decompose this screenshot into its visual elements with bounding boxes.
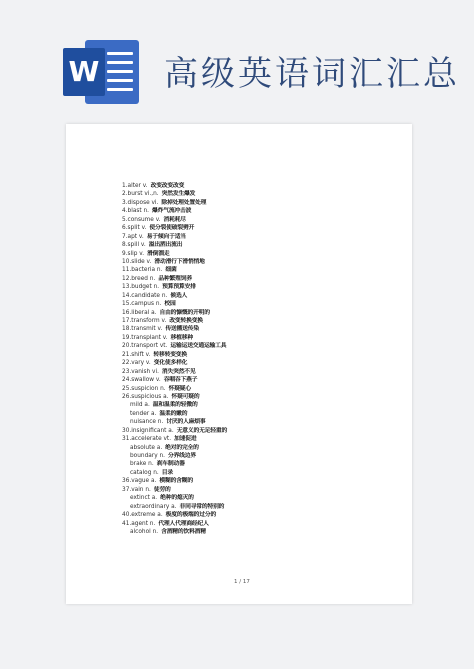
word-document-icon	[63, 40, 141, 106]
entry-headword: 37.vain n.	[122, 486, 151, 493]
list-item	[122, 401, 392, 409]
entry-headword: 11.bacteria n.	[122, 267, 163, 274]
entry-definition: 加速促进	[174, 436, 197, 443]
entry-headword: mild a.	[130, 402, 150, 409]
entry-headword: 3.dispose vi.	[122, 199, 159, 206]
list-item	[122, 233, 392, 241]
entry-headword: 18.transmit v.	[122, 326, 163, 333]
entry-definition: 非同寻常的特别的	[179, 503, 225, 510]
list-item	[122, 376, 392, 384]
entry-headword: 22.vary v.	[122, 360, 151, 367]
entry-headword: 36.vague a.	[122, 478, 157, 485]
list-item	[122, 190, 392, 198]
list-item	[122, 477, 392, 485]
entry-headword: boundary n.	[130, 453, 165, 459]
entry-definition: 温和温柔的轻微的	[152, 402, 198, 409]
list-item	[122, 266, 392, 274]
word-logo-letter: W	[63, 48, 105, 96]
list-item	[122, 207, 392, 215]
page-title: 高级英语词汇汇总	[164, 54, 460, 94]
entry-definition: 消失突然不见	[161, 368, 196, 375]
entry-definition: 滑动滑行下滑悄悄地	[154, 258, 205, 265]
list-item	[122, 275, 392, 283]
entry-definition: 移植移种	[170, 334, 193, 341]
entry-headword: 15.campus n.	[122, 301, 162, 308]
entry-headword: 31.accelerate vt.	[122, 436, 172, 443]
entry-definition: 运输运送交通运输工具	[170, 343, 227, 350]
list-item	[122, 224, 392, 232]
entry-headword: 1.alter v.	[122, 183, 148, 189]
entry-headword: brake n.	[130, 461, 154, 468]
entry-headword: 26.suspicious a.	[122, 393, 169, 400]
list-item	[122, 418, 392, 426]
entry-headword: 6.split v.	[122, 225, 147, 232]
list-item	[122, 435, 392, 443]
entry-definition: 除掉处理处置处理	[161, 199, 207, 206]
document-lines	[107, 52, 133, 97]
entry-headword: 25.suspicion n.	[122, 385, 166, 392]
list-item	[122, 342, 392, 350]
list-item	[122, 469, 392, 477]
entry-headword: tender a.	[130, 410, 157, 417]
entry-definition: 无意义的无足轻重的	[176, 427, 228, 434]
list-item	[122, 300, 392, 308]
list-item	[122, 216, 392, 224]
entry-headword: 21.shift v.	[122, 351, 151, 358]
entry-headword: 10.slide v.	[122, 258, 152, 265]
entry-definition: 温柔的嫩的	[159, 410, 188, 417]
list-item	[122, 250, 392, 258]
document-page[interactable]	[66, 124, 412, 604]
entry-headword: absolute a.	[130, 444, 163, 451]
document-header	[0, 0, 474, 118]
entry-definition: 使分裂使破裂劈开	[149, 225, 195, 232]
list-item	[122, 452, 392, 460]
entry-definition: 候选人	[170, 292, 188, 299]
list-item	[122, 520, 392, 528]
list-item	[122, 317, 392, 325]
entry-headword: 9.slip v.	[122, 250, 145, 257]
entry-definition: 校园	[164, 301, 176, 308]
entry-definition: 突然发生爆发	[161, 191, 196, 198]
list-item	[122, 325, 392, 333]
list-item	[122, 334, 392, 342]
entry-definition: 自由的慷慨的开明的	[159, 309, 210, 316]
entry-definition: 极度的极端的过分的	[165, 512, 217, 519]
entry-headword: 40.extreme a.	[122, 512, 163, 519]
entry-headword: nuisance n.	[130, 419, 164, 426]
list-item	[122, 359, 392, 367]
entry-definition: 预算预算安排	[162, 284, 196, 291]
list-item	[122, 503, 392, 511]
entry-headword: 13.budget n.	[122, 284, 160, 291]
entry-headword: 4.blast n.	[122, 208, 150, 215]
entry-definition: 怀疑可疑的	[171, 393, 200, 400]
list-item	[122, 460, 392, 468]
entry-definition: 溢出洒出流出	[148, 242, 183, 249]
list-item	[122, 494, 392, 502]
list-item	[122, 385, 392, 393]
list-item	[122, 427, 392, 435]
list-item	[122, 283, 392, 291]
entry-headword: 23.vanish vi.	[122, 368, 159, 375]
entry-headword: extraordinary a.	[130, 503, 177, 510]
entry-headword: 7.apt v.	[122, 233, 144, 240]
page-number: 1 / 17	[234, 579, 250, 585]
entry-definition: 易于倾向于适当	[146, 233, 186, 240]
entry-definition: 消耗耗尽	[163, 216, 186, 223]
entry-definition: 代理人代理商经纪人	[158, 520, 209, 527]
entry-definition: 怀疑疑心	[168, 385, 191, 392]
entry-definition: 绝对的完全的	[165, 444, 199, 451]
entry-headword: 12.breed n.	[122, 275, 156, 282]
entry-definition: 变化使多样化	[153, 360, 188, 367]
list-item	[122, 292, 392, 300]
entry-definition: 传送播送传染	[165, 326, 199, 333]
list-item	[122, 199, 392, 207]
list-item	[122, 368, 392, 376]
entry-headword: extinct a.	[130, 495, 158, 502]
entry-definition: 讨厌的人麻烦事	[166, 419, 206, 426]
list-item	[122, 182, 392, 190]
entry-definition: 改变改变改变	[150, 183, 185, 189]
entry-definition: 绝种的熄灭的	[160, 495, 194, 502]
entry-headword: 30.insignificant a.	[122, 427, 174, 434]
entry-definition: 细菌	[165, 267, 177, 274]
entry-definition: 改变转换变换	[169, 318, 203, 324]
entry-headword: 8.spill v.	[122, 242, 146, 249]
list-item	[122, 309, 392, 317]
entry-definition: 品种繁殖饲养	[158, 275, 192, 282]
entry-definition: 滑倒溜走	[147, 250, 170, 257]
list-item	[122, 393, 392, 401]
entry-headword: 24.swallow v.	[122, 377, 161, 384]
list-item	[122, 258, 392, 266]
entry-headword: catalog n.	[130, 469, 159, 476]
entry-headword: 5.consume v.	[122, 216, 161, 223]
entry-definition: 刹车制动器	[156, 461, 185, 468]
list-item	[122, 410, 392, 418]
entry-headword: 17.transform v.	[122, 318, 167, 324]
entry-definition: 爆炸气流冲击波	[152, 208, 192, 215]
list-item	[122, 511, 392, 519]
list-item	[122, 241, 392, 249]
list-item	[122, 351, 392, 359]
list-item	[122, 528, 392, 536]
entry-definition: 吞咽吞下燕子	[163, 377, 198, 384]
entry-headword: 14.candidate n.	[122, 292, 168, 299]
entry-definition: 转移转变变换	[153, 351, 187, 358]
entry-definition: 分界线边界	[167, 453, 196, 459]
list-item	[122, 444, 392, 452]
entry-headword: 19.transplant v.	[122, 334, 168, 341]
entry-definition: 目录	[161, 469, 173, 476]
entry-headword: alcohol n.	[130, 528, 159, 535]
entry-headword: 2.burst vi.,n.	[122, 191, 159, 198]
entry-headword: 16.liberal a.	[122, 309, 157, 316]
entry-definition: 含酒精的饮料酒精	[161, 528, 206, 535]
list-item	[122, 486, 392, 494]
entry-headword: 41.agent n.	[122, 520, 156, 527]
entry-headword: 20.transport vt.	[122, 343, 168, 350]
entry-definition: 徒劳的	[153, 486, 171, 493]
entry-definition: 模糊的含糊的	[159, 478, 193, 485]
vocabulary-list	[122, 182, 392, 536]
